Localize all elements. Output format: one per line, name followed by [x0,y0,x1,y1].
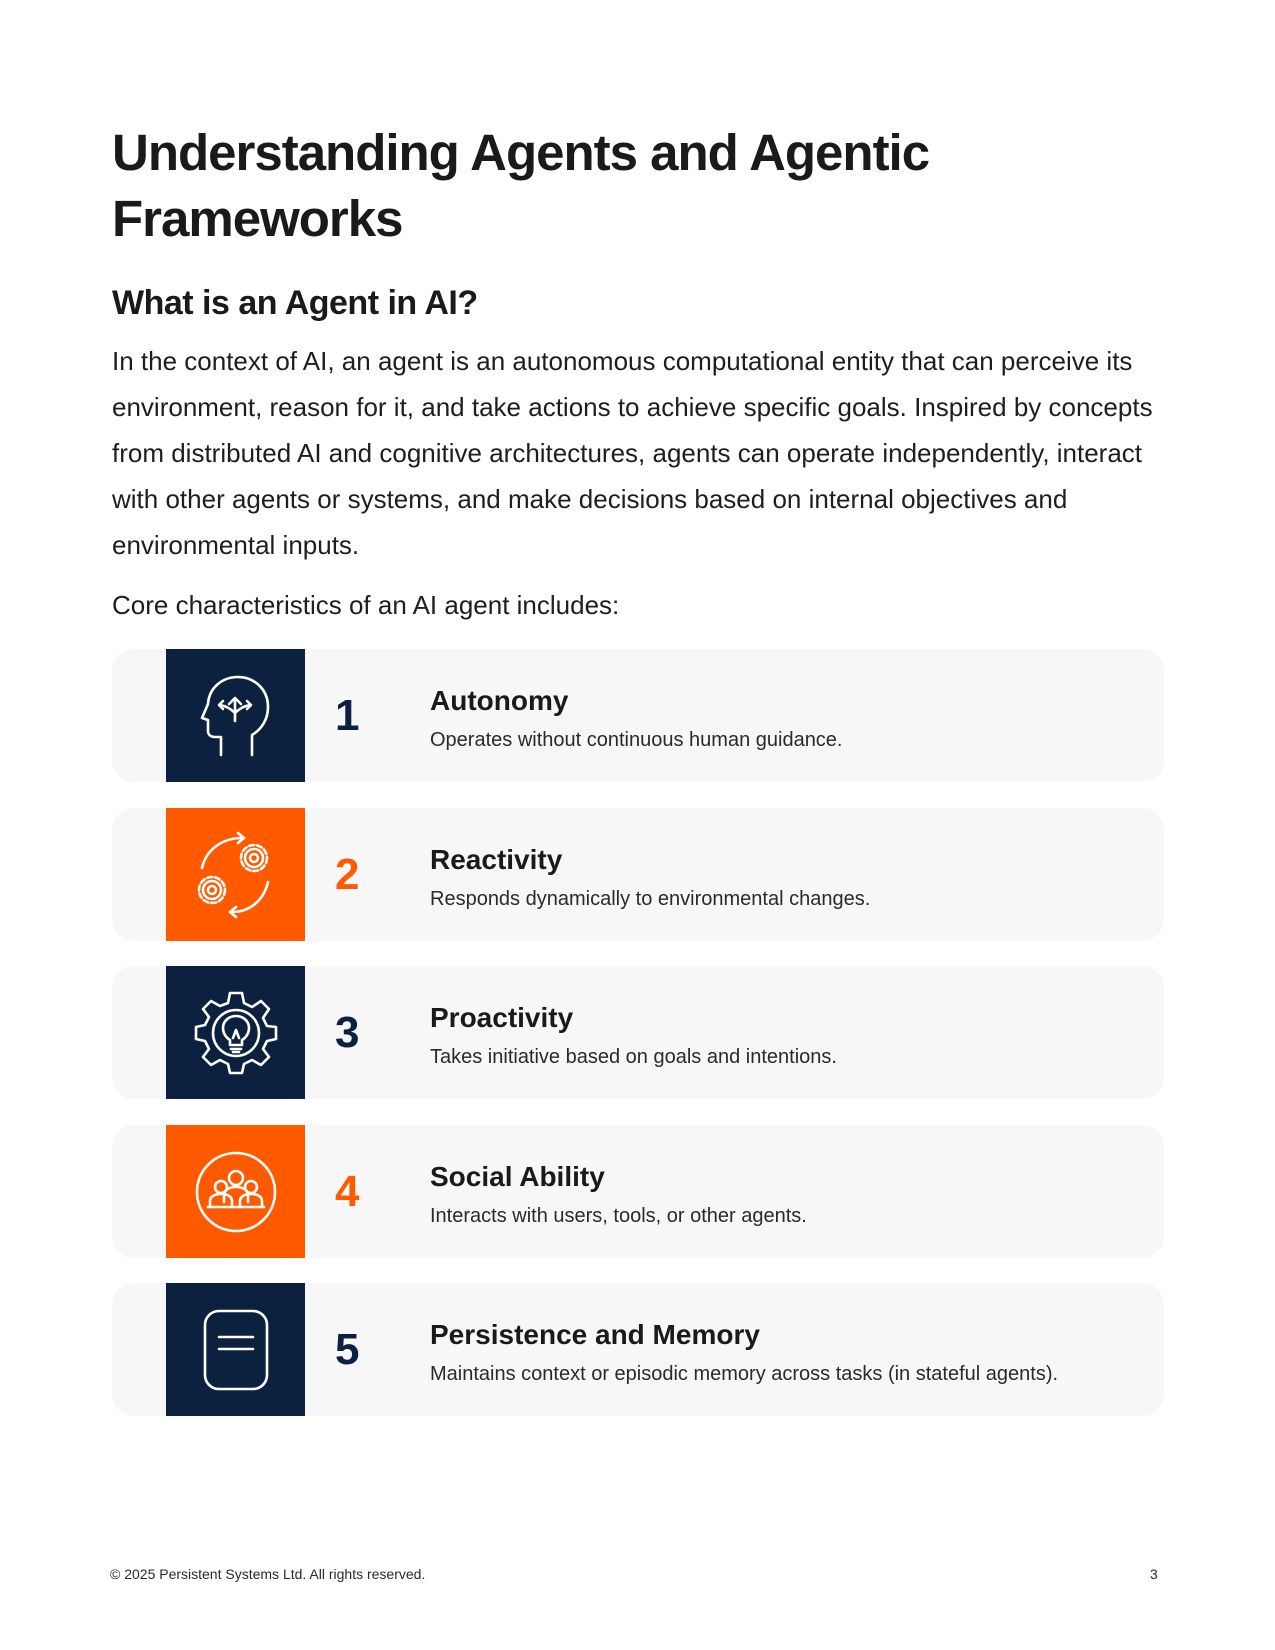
characteristic-number: 5 [335,1324,360,1374]
characteristic-title: Social Ability [430,1161,605,1192]
characteristic-card-autonomy [112,649,1164,782]
characteristic-description: Maintains context or episodic memory across tasks (in stateful agents). [430,1363,1059,1385]
people-group-icon [166,1125,305,1258]
characteristic-description: Interacts with users, tools, or other agents. [430,1205,807,1227]
characteristic-card-persistence-memory [112,1283,1164,1416]
characteristic-description: Responds dynamically to environmental changes. [430,888,871,910]
characteristic-title: Autonomy [430,685,569,716]
memory-device-icon [166,1283,305,1416]
section-heading: What is an Agent in AI? [112,284,478,322]
lead-text: Core characteristics of an AI agent includes: [112,590,620,620]
gears-cycle-icon [166,808,305,941]
gear-lightbulb-icon [166,966,305,1099]
characteristic-title: Persistence and Memory [430,1319,760,1350]
characteristic-number: 3 [335,1007,360,1057]
page-title: Understanding Agents and Agentic Frameworks [112,124,930,247]
page-number: 3 [1150,1566,1158,1582]
head-arrows-icon [166,649,305,782]
characteristic-card-proactivity [112,966,1164,1099]
characteristic-title: Proactivity [430,1002,574,1033]
intro-paragraph: In the context of AI, an agent is an autonomous computational entity that can perceive its environment, reason for it, and take actions to achieve specific goals. Inspired by concepts from distributed AI and cognitive architectures, agents can operate independently, interact with other agents or systems, and make decisions based on internal objectives and environmental inputs. [112,346,1153,560]
characteristic-title: Reactivity [430,844,563,875]
characteristic-description: Takes initiative based on goals and intentions. [430,1046,837,1068]
characteristic-number: 2 [335,849,360,899]
characteristic-number: 4 [335,1166,360,1216]
characteristic-card-social-ability [112,1125,1164,1258]
characteristic-number: 1 [335,690,360,740]
characteristic-card-reactivity [112,808,1164,941]
footer-copyright: © 2025 Persistent Systems Ltd. All rights reserved. [110,1566,426,1582]
characteristic-description: Operates without continuous human guidance. [430,729,843,751]
